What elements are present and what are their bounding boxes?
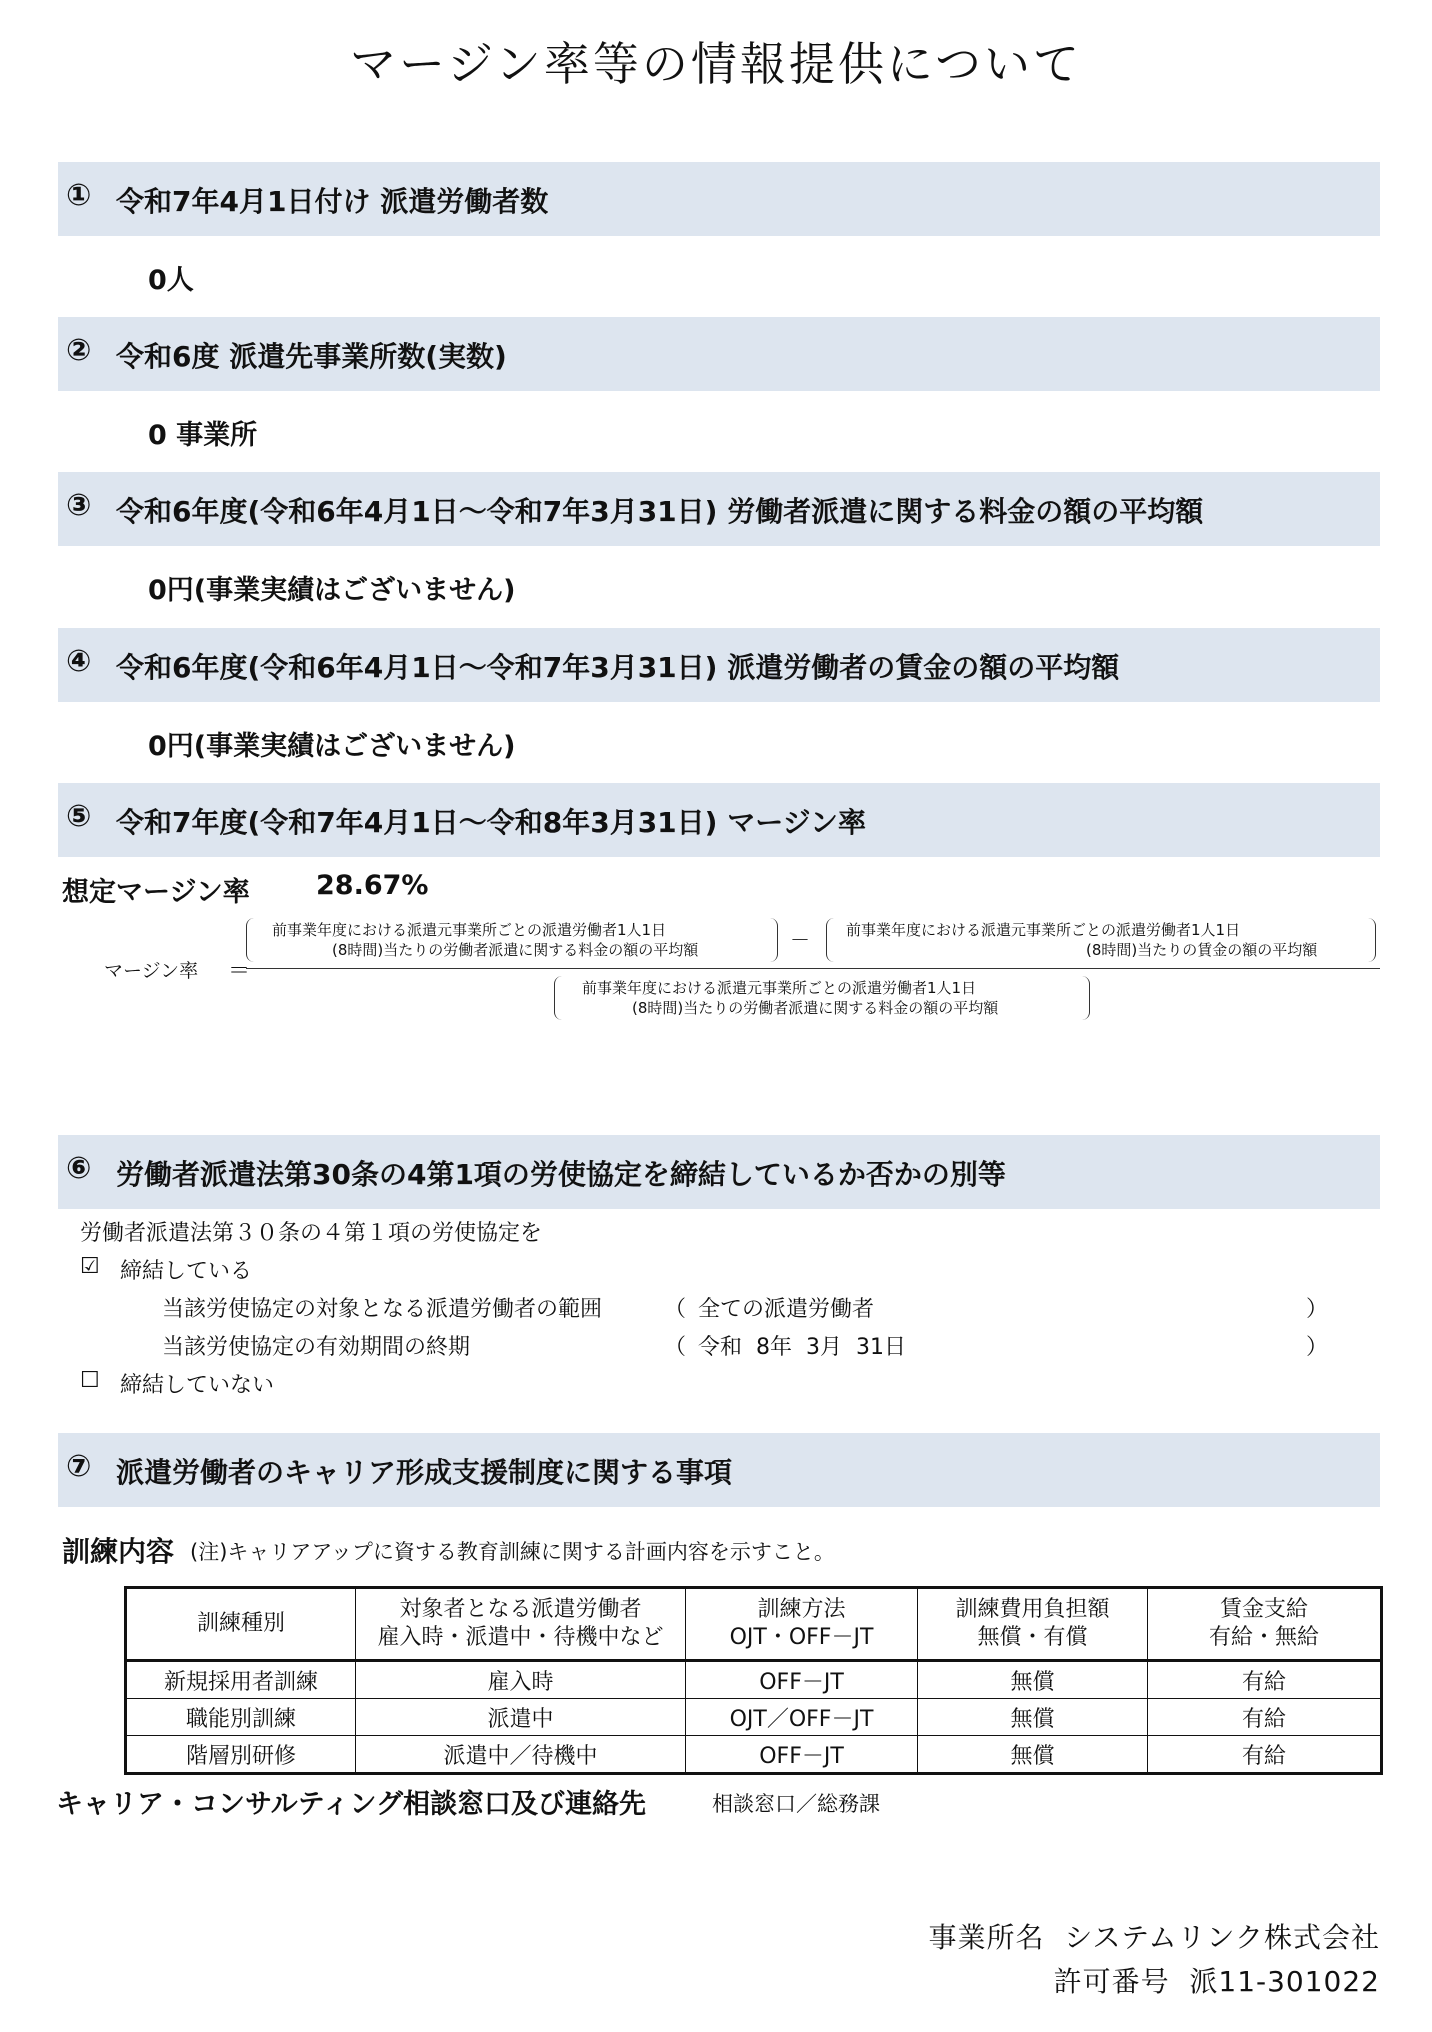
training-cell-wage: 有給 xyxy=(1148,1699,1382,1736)
agreement-intro: 労働者派遣法第３０条の４第１項の労使協定を xyxy=(80,1221,543,1246)
table-row xyxy=(126,1736,1382,1774)
agreement-scope-close: ） xyxy=(1306,1297,1329,1322)
training-header-method: 訓練方法 OJT・OFF－JT xyxy=(686,1588,918,1661)
section-4-number: ④ xyxy=(66,644,92,679)
footer-office-name: 事業所名 システムリンク株式会社 xyxy=(928,1921,1380,1954)
training-cell-target: 雇入時 xyxy=(356,1661,686,1699)
agreement-scope-open: （ xyxy=(664,1297,687,1322)
margin-rate-value: 28.67% xyxy=(316,870,429,901)
consulting-value: 相談窓口／総務課 xyxy=(712,1792,880,1816)
training-cell-type: 職能別訓練 xyxy=(126,1699,356,1736)
training-cell-cost: 無償 xyxy=(918,1699,1148,1736)
training-cell-type: 階層別研修 xyxy=(126,1736,356,1774)
formula-label: マージン率 xyxy=(104,960,199,982)
training-header-target: 対象者となる派遣労働者 雇入時・派遣中・待機中など xyxy=(356,1588,686,1661)
training-cell-method: OFF－JT xyxy=(686,1661,918,1699)
section-6-number: ⑥ xyxy=(66,1151,92,1186)
section-4-header xyxy=(58,628,1380,702)
section-4-value: 0円(事業実績はございません) xyxy=(148,731,516,762)
section-5-number: ⑤ xyxy=(66,799,92,834)
section-2-header xyxy=(58,317,1380,391)
section-7-number: ⑦ xyxy=(66,1449,92,1484)
formula-term1-line1: 前事業年度における派遣元事業所ごとの派遣労働者1人1日 xyxy=(272,921,667,939)
agreement-scope-value: 全ての派遣労働者 xyxy=(698,1297,875,1322)
training-note: (注)キャリアアップに資する教育訓練に関する計画内容を示すこと。 xyxy=(190,1540,835,1564)
table-row xyxy=(126,1699,1382,1736)
training-header-type: 訓練種別 xyxy=(126,1588,356,1661)
section-4-heading: 令和6年度(令和6年4月1日～令和7年3月31日) 派遣労働者の賃金の額の平均額 xyxy=(116,651,1120,684)
page-title: マージン率等の情報提供について xyxy=(349,37,1082,91)
formula-minus: － xyxy=(790,928,810,952)
training-header-cost: 訓練費用負担額 無償・有償 xyxy=(918,1588,1148,1661)
section-6-heading: 労働者派遣法第30条の4第1項の労使協定を締結しているか否かの別等 xyxy=(116,1158,1006,1191)
section-3-heading: 令和6年度(令和6年4月1日～令和7年3月31日) 労働者派遣に関する料金の額の平均額 xyxy=(116,495,1204,528)
section-1-number: ① xyxy=(66,178,92,213)
formula-equals: ＝ xyxy=(228,959,251,984)
agreement-not-concluded-checkbox-icon[interactable]: ☐ xyxy=(80,1368,100,1393)
footer-permit-number: 許可番号 派11-301022 xyxy=(1053,1965,1380,1998)
training-cell-cost: 無償 xyxy=(918,1661,1148,1699)
section-3-value: 0円(事業実績はございません) xyxy=(148,575,516,606)
section-7-heading: 派遣労働者のキャリア形成支援制度に関する事項 xyxy=(116,1456,733,1489)
section-1-header xyxy=(58,162,1380,236)
training-cell-cost: 無償 xyxy=(918,1736,1148,1774)
agreement-period-close: ） xyxy=(1306,1335,1329,1360)
agreement-concluded-checkbox-icon[interactable]: ☑ xyxy=(80,1254,100,1279)
agreement-period-value: 令和 8年 3月 31日 xyxy=(698,1335,906,1360)
section-6-header xyxy=(58,1135,1380,1209)
training-table-header-row xyxy=(126,1588,1382,1661)
training-cell-method: OFF－JT xyxy=(686,1736,918,1774)
agreement-period-label: 当該労使協定の有効期間の終期 xyxy=(162,1335,471,1360)
agreement-scope-label: 当該労使協定の対象となる派遣労働者の範囲 xyxy=(162,1297,603,1322)
training-cell-method: OJT／OFF－JT xyxy=(686,1699,918,1736)
training-cell-target: 派遣中 xyxy=(356,1699,686,1736)
agreement-not-concluded-label: 締結していない xyxy=(120,1373,275,1398)
formula-term2-line2: (8時間)当たりの賃金の額の平均額 xyxy=(1086,941,1318,959)
table-row xyxy=(126,1661,1382,1699)
formula-denominator-line2: (8時間)当たりの労働者派遣に関する料金の額の平均額 xyxy=(632,999,999,1017)
section-3-header xyxy=(58,472,1380,546)
formula-denominator-line1: 前事業年度における派遣元事業所ごとの派遣労働者1人1日 xyxy=(582,979,977,997)
training-label: 訓練内容 xyxy=(62,1535,175,1568)
section-1-heading: 令和7年4月1日付け 派遣労働者数 xyxy=(116,185,549,218)
training-cell-wage: 有給 xyxy=(1148,1736,1382,1774)
section-2-value: 0 事業所 xyxy=(148,420,258,451)
agreement-concluded-label: 締結している xyxy=(120,1259,253,1284)
formula-term1-line2: (8時間)当たりの労働者派遣に関する料金の額の平均額 xyxy=(332,941,699,959)
training-header-wage: 賃金支給 有給・無給 xyxy=(1148,1588,1382,1661)
training-cell-type: 新規採用者訓練 xyxy=(126,1661,356,1699)
agreement-period-open: （ xyxy=(664,1335,687,1360)
training-cell-target: 派遣中／待機中 xyxy=(356,1736,686,1774)
formula-term2-line1: 前事業年度における派遣元事業所ごとの派遣労働者1人1日 xyxy=(846,921,1241,939)
training-table xyxy=(124,1586,1383,1775)
section-2-number: ② xyxy=(66,333,92,368)
section-1-value: 0人 xyxy=(148,265,194,296)
consulting-label: キャリア・コンサルティング相談窓口及び連絡先 xyxy=(56,1789,646,1820)
training-cell-wage: 有給 xyxy=(1148,1661,1382,1699)
section-7-header xyxy=(58,1433,1380,1507)
section-5-heading: 令和7年度(令和7年4月1日～令和8年3月31日) マージン率 xyxy=(116,806,866,839)
margin-rate-label: 想定マージン率 xyxy=(62,877,250,908)
section-2-heading: 令和6度 派遣先事業所数(実数) xyxy=(116,340,507,373)
section-3-number: ③ xyxy=(66,488,92,523)
formula-fraction-bar xyxy=(246,968,1380,969)
section-5-header xyxy=(58,783,1380,857)
